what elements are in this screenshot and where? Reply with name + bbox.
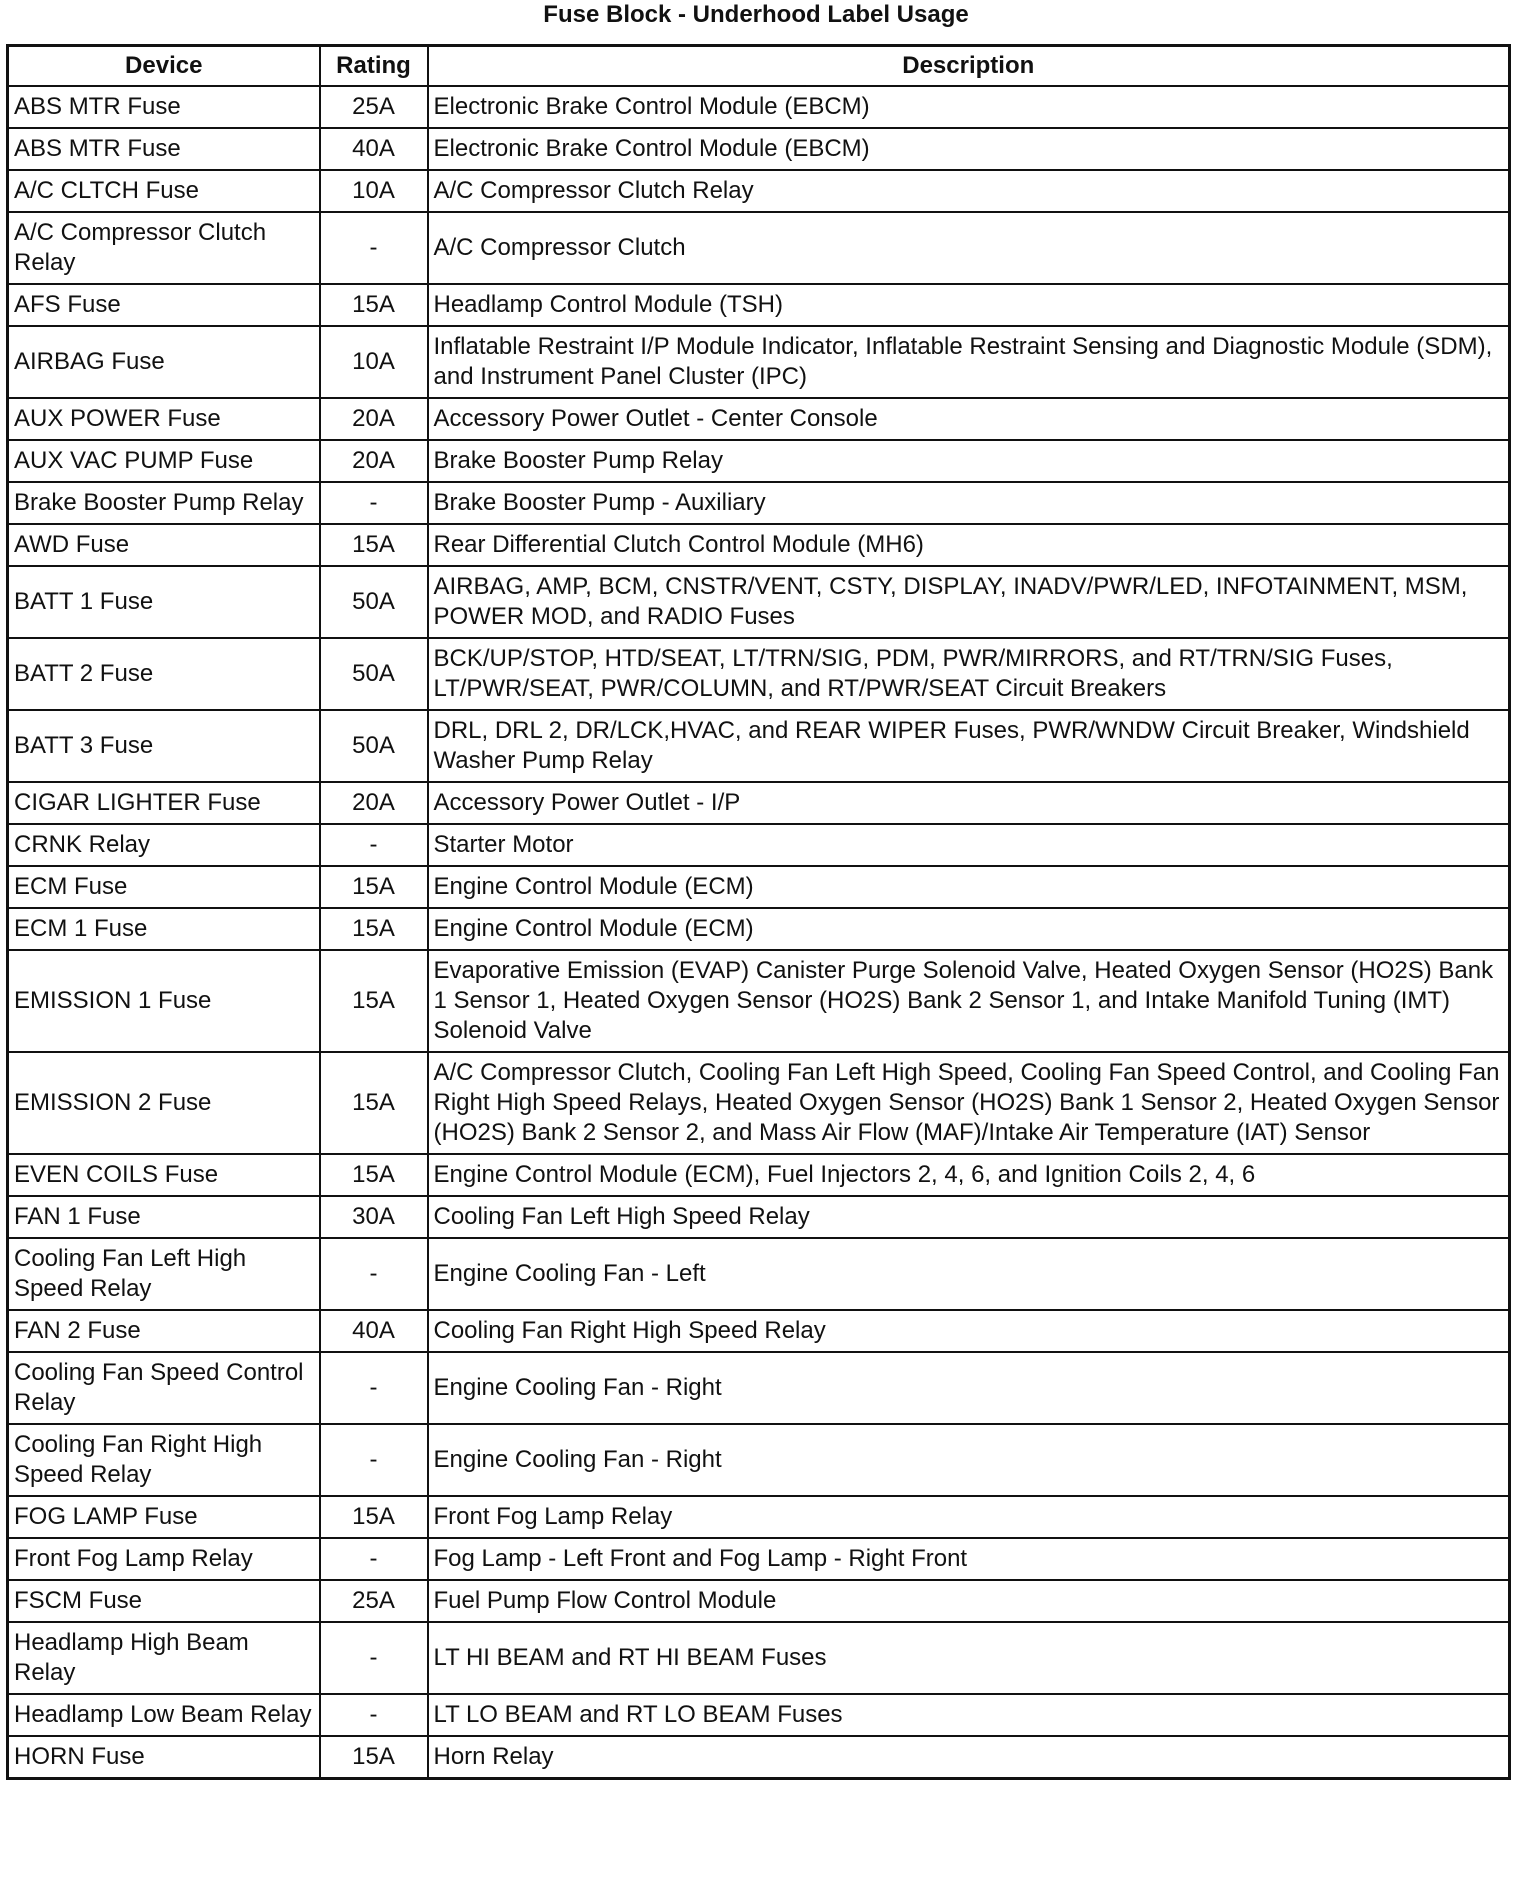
description-cell: Fuel Pump Flow Control Module [428, 1580, 1510, 1622]
description-cell: Horn Relay [428, 1736, 1510, 1779]
rating-cell: - [320, 1622, 428, 1694]
page-title: Fuse Block - Underhood Label Usage [543, 1, 969, 28]
description-cell: Accessory Power Outlet - Center Console [428, 398, 1510, 440]
device-cell: BATT 1 Fuse [8, 566, 320, 638]
device-cell: Headlamp High Beam Relay [8, 1622, 320, 1694]
table-row [8, 482, 1510, 524]
device-cell: ECM Fuse [8, 866, 320, 908]
device-cell: Headlamp Low Beam Relay [8, 1694, 320, 1736]
description-cell: Electronic Brake Control Module (EBCM) [428, 128, 1510, 170]
device-cell: Front Fog Lamp Relay [8, 1538, 320, 1580]
description-cell: A/C Compressor Clutch Relay [428, 170, 1510, 212]
table-row [8, 908, 1510, 950]
device-cell: FAN 2 Fuse [8, 1310, 320, 1352]
table-row [8, 1580, 1510, 1622]
rating-cell: 50A [320, 566, 428, 638]
rating-cell: - [320, 1238, 428, 1310]
device-cell: CIGAR LIGHTER Fuse [8, 782, 320, 824]
description-cell: BCK/UP/STOP, HTD/SEAT, LT/TRN/SIG, PDM, PWR/MIRRORS, and RT/TRN/SIG Fuses, LT/PWR/SEAT, PWR/COLUMN, and RT/PWR/SEAT Circuit Breakers [428, 638, 1510, 710]
table-row [8, 170, 1510, 212]
column-header-description: Description [428, 46, 1510, 87]
rating-cell: 15A [320, 1052, 428, 1154]
table-row [8, 524, 1510, 566]
device-cell: A/C CLTCH Fuse [8, 170, 320, 212]
rating-cell: 25A [320, 1580, 428, 1622]
column-header-rating: Rating [320, 46, 428, 87]
rating-cell: 25A [320, 86, 428, 128]
rating-cell: - [320, 1352, 428, 1424]
description-cell: Headlamp Control Module (TSH) [428, 284, 1510, 326]
header-row [8, 46, 1510, 87]
device-cell: ABS MTR Fuse [8, 86, 320, 128]
rating-cell: 50A [320, 710, 428, 782]
description-cell: Cooling Fan Right High Speed Relay [428, 1310, 1510, 1352]
table-row [8, 212, 1510, 284]
description-cell: Brake Booster Pump - Auxiliary [428, 482, 1510, 524]
description-cell: Engine Cooling Fan - Right [428, 1352, 1510, 1424]
device-cell: HORN Fuse [8, 1736, 320, 1779]
table-row [8, 284, 1510, 326]
description-cell: AIRBAG, AMP, BCM, CNSTR/VENT, CSTY, DISPLAY, INADV/PWR/LED, INFOTAINMENT, MSM, POWER MOD, and RADIO Fuses [428, 566, 1510, 638]
rating-cell: 30A [320, 1196, 428, 1238]
table-row [8, 1154, 1510, 1196]
table-body [8, 86, 1510, 1779]
description-cell: LT HI BEAM and RT HI BEAM Fuses [428, 1622, 1510, 1694]
rating-cell: - [320, 824, 428, 866]
description-cell: DRL, DRL 2, DR/LCK,HVAC, and REAR WIPER Fuses, PWR/WNDW Circuit Breaker, Windshield Washer Pump Relay [428, 710, 1510, 782]
description-cell: Engine Control Module (ECM), Fuel Injectors 2, 4, 6, and Ignition Coils 2, 4, 6 [428, 1154, 1510, 1196]
description-cell: Rear Differential Clutch Control Module (MH6) [428, 524, 1510, 566]
table-row [8, 1694, 1510, 1736]
description-cell: Front Fog Lamp Relay [428, 1496, 1510, 1538]
description-cell: Brake Booster Pump Relay [428, 440, 1510, 482]
device-cell: FSCM Fuse [8, 1580, 320, 1622]
rating-cell: 15A [320, 950, 428, 1052]
device-cell: AFS Fuse [8, 284, 320, 326]
device-cell: BATT 3 Fuse [8, 710, 320, 782]
device-cell: EMISSION 2 Fuse [8, 1052, 320, 1154]
table-row [8, 1622, 1510, 1694]
table-row [8, 440, 1510, 482]
table-row [8, 782, 1510, 824]
table-row [8, 86, 1510, 128]
device-cell: AWD Fuse [8, 524, 320, 566]
table-row [8, 1496, 1510, 1538]
device-cell: FAN 1 Fuse [8, 1196, 320, 1238]
table-row [8, 1196, 1510, 1238]
device-cell: ECM 1 Fuse [8, 908, 320, 950]
table-row [8, 866, 1510, 908]
rating-cell: - [320, 1424, 428, 1496]
description-cell: Fog Lamp - Left Front and Fog Lamp - Right Front [428, 1538, 1510, 1580]
table-row [8, 638, 1510, 710]
rating-cell: 15A [320, 1496, 428, 1538]
table-row [8, 566, 1510, 638]
table-row [8, 710, 1510, 782]
table-row [8, 1538, 1510, 1580]
table-row [8, 1736, 1510, 1779]
device-cell: Cooling Fan Speed Control Relay [8, 1352, 320, 1424]
rating-cell: 40A [320, 128, 428, 170]
rating-cell: 15A [320, 524, 428, 566]
description-cell: A/C Compressor Clutch, Cooling Fan Left High Speed, Cooling Fan Speed Control, and Cooling Fan Right High Speed Relays, Heated Oxygen Sensor (HO2S) Bank 1 Sensor 2, Heated Oxygen Sensor (HO2S) Bank 2 Sensor 2, and Mass Air Flow (MAF)/Intake Air Temperature (IAT) Sensor [428, 1052, 1510, 1154]
rating-cell: 15A [320, 1736, 428, 1779]
rating-cell: - [320, 1538, 428, 1580]
table-row [8, 1310, 1510, 1352]
rating-cell: 20A [320, 440, 428, 482]
rating-cell: 15A [320, 908, 428, 950]
description-cell: LT LO BEAM and RT LO BEAM Fuses [428, 1694, 1510, 1736]
device-cell: Cooling Fan Right High Speed Relay [8, 1424, 320, 1496]
table-row [8, 398, 1510, 440]
rating-cell: 40A [320, 1310, 428, 1352]
rating-cell: 15A [320, 866, 428, 908]
description-cell: Cooling Fan Left High Speed Relay [428, 1196, 1510, 1238]
description-cell: Engine Cooling Fan - Right [428, 1424, 1510, 1496]
device-cell: Cooling Fan Left High Speed Relay [8, 1238, 320, 1310]
description-cell: Inflatable Restraint I/P Module Indicator, Inflatable Restraint Sensing and Diagnostic Module (SDM), and Instrument Panel Cluster (IPC) [428, 326, 1510, 398]
table-row [8, 824, 1510, 866]
rating-cell: - [320, 1694, 428, 1736]
device-cell: FOG LAMP Fuse [8, 1496, 320, 1538]
rating-cell: 15A [320, 1154, 428, 1196]
table-row [8, 1052, 1510, 1154]
description-cell: Engine Control Module (ECM) [428, 866, 1510, 908]
table-row [8, 950, 1510, 1052]
device-cell: Brake Booster Pump Relay [8, 482, 320, 524]
column-header-device: Device [8, 46, 320, 87]
description-cell: Engine Control Module (ECM) [428, 908, 1510, 950]
device-cell: AIRBAG Fuse [8, 326, 320, 398]
device-cell: BATT 2 Fuse [8, 638, 320, 710]
device-cell: AUX VAC PUMP Fuse [8, 440, 320, 482]
description-cell: Engine Cooling Fan - Left [428, 1238, 1510, 1310]
device-cell: A/C Compressor Clutch Relay [8, 212, 320, 284]
device-cell: ABS MTR Fuse [8, 128, 320, 170]
rating-cell: 10A [320, 326, 428, 398]
description-cell: Accessory Power Outlet - I/P [428, 782, 1510, 824]
rating-cell: - [320, 482, 428, 524]
device-cell: EVEN COILS Fuse [8, 1154, 320, 1196]
rating-cell: 20A [320, 398, 428, 440]
table-row [8, 1238, 1510, 1310]
rating-cell: 10A [320, 170, 428, 212]
device-cell: AUX POWER Fuse [8, 398, 320, 440]
description-cell: Evaporative Emission (EVAP) Canister Purge Solenoid Valve, Heated Oxygen Sensor (HO2S) Bank 1 Sensor 1, Heated Oxygen Sensor (HO2S) Bank 2 Sensor 1, and Intake Manifold Tuning (IMT) Solenoid Valve [428, 950, 1510, 1052]
rating-cell: 20A [320, 782, 428, 824]
rating-cell: - [320, 212, 428, 284]
table-row [8, 1352, 1510, 1424]
rating-cell: 50A [320, 638, 428, 710]
rating-cell: 15A [320, 284, 428, 326]
description-cell: Starter Motor [428, 824, 1510, 866]
device-cell: EMISSION 1 Fuse [8, 950, 320, 1052]
device-cell: CRNK Relay [8, 824, 320, 866]
description-cell: A/C Compressor Clutch [428, 212, 1510, 284]
description-cell: Electronic Brake Control Module (EBCM) [428, 86, 1510, 128]
table-row [8, 326, 1510, 398]
fuse-usage-table [6, 44, 1511, 1780]
table-row [8, 1424, 1510, 1496]
table-row [8, 128, 1510, 170]
